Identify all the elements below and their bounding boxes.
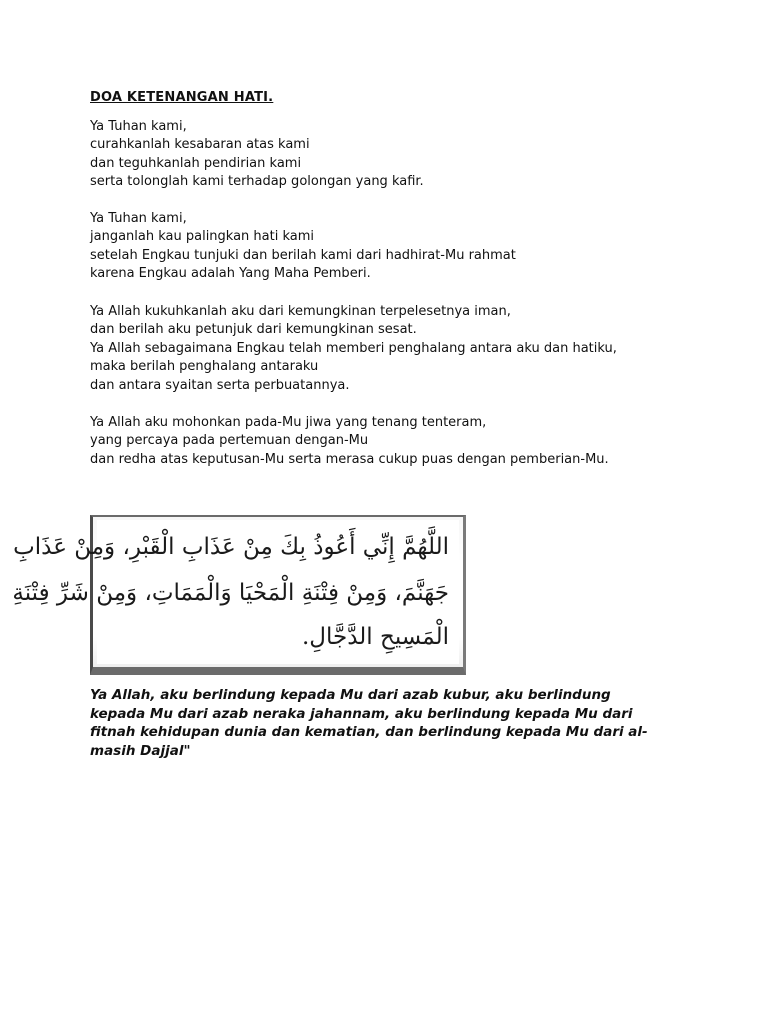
- document-title: DOA KETENANGAN HATI.: [90, 90, 274, 105]
- arabic-image-canvas: [12, 520, 459, 664]
- stanza-line: curahkanlah kesabaran atas kami: [90, 137, 310, 153]
- stanza-line: serta tolonglah kami terhadap golongan yang kafir.: [90, 174, 424, 190]
- stanza-line: karena Engkau adalah Yang Maha Pemberi.: [90, 266, 371, 282]
- stanza-line: yang percaya pada pertemuan dengan-Mu: [90, 433, 369, 449]
- stanza-line: Ya Tuhan kami,: [90, 119, 187, 134]
- stanza-line: dan teguhkanlah pendirian kami: [90, 155, 302, 171]
- stanza-line: Ya Tuhan kami,: [90, 211, 187, 226]
- arabic-line-1: اللَّهُمَّ إِنِّي أَعُوذُ بِكَ مِنْ عَذَابِ الْقَبْرِ، وَمِنْ عَذَابِ: [13, 534, 449, 560]
- stanza-line: Ya Allah aku mohonkan pada-Mu jiwa yang tenang tenteram,: [90, 415, 487, 430]
- arabic-line-3: الْمَسِيحِ الدَّجَّالِ.: [301, 624, 449, 650]
- stanza-1: [90, 118, 690, 192]
- stanza-line: janganlah kau palingkan hati kami: [90, 229, 315, 245]
- stanza-line: dan antara syaitan serta perbuatannya.: [90, 377, 350, 393]
- arabic-line-2: جَهَنَّمَ، وَمِنْ فِتْنَةِ الْمَحْيَا وَالْمَمَاتِ، وَمِنْ شَرِّ فِتْنَةِ: [12, 580, 449, 606]
- stanza-line: Ya Allah kukuhkanlah aku dari kemungkinan terpelesetnya iman,: [90, 304, 511, 319]
- stanza-2: [90, 210, 690, 284]
- stanza-line: setelah Engkau tunjuki dan berilah kami dari hadhirat-Mu rahmat: [90, 247, 516, 263]
- stanza-line: Ya Allah sebagaimana Engkau telah memberi penghalang antara aku dan hatiku,: [90, 340, 617, 356]
- stanza-line: dan redha atas keputusan-Mu serta merasa cukup puas dengan pemberian-Mu.: [90, 451, 609, 467]
- stanza-line: maka berilah penghalang antaraku: [90, 359, 319, 375]
- stanza-4: [90, 414, 690, 469]
- stanza-line: dan berilah aku petunjuk dari kemungkinan sesat.: [90, 322, 417, 338]
- stanza-3: [90, 303, 690, 395]
- translation-paragraph: Ya Allah, aku berlindung kepada Mu dari azab kubur, aku berlindung kepada Mu dari azab neraka jahannam, aku berlindung kepada Mu dari fitnah kehidupan dunia dan kematian, dan berlindung kepada Mu dari al-masih Dajjal": [90, 687, 648, 759]
- arabic-prayer-image: [12, 515, 466, 675]
